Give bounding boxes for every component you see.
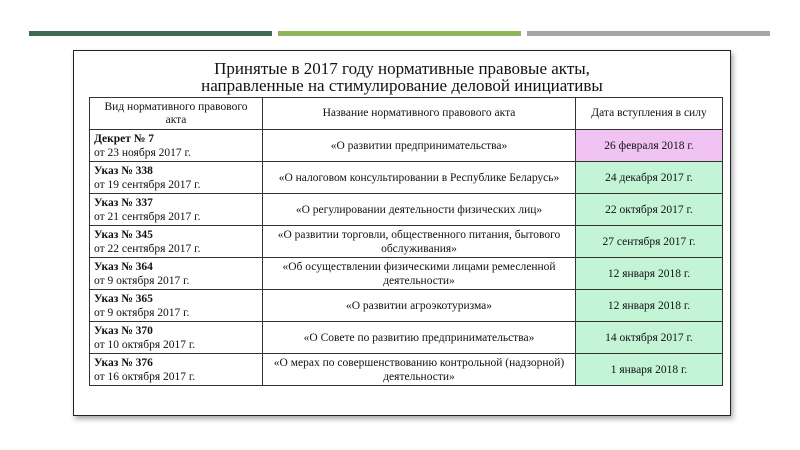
effective-date: 14 октября 2017 г. (576, 322, 723, 354)
effective-date: 24 декабря 2017 г. (576, 162, 723, 194)
effective-date: 22 октября 2017 г. (576, 194, 723, 226)
act-kind: Указ № 365 (94, 292, 153, 305)
header-effective-date: Дата вступления в силу (576, 98, 723, 130)
act-type-cell (90, 162, 263, 194)
table-row (90, 226, 723, 258)
header-act-type: Вид нормативного правового акта (90, 98, 263, 130)
act-date: от 9 октября 2017 г. (94, 274, 190, 287)
act-date: от 10 октября 2017 г. (94, 338, 196, 351)
table-row (90, 322, 723, 354)
act-name: «О мерах по совершенствованию контрольной (надзорной) деятельности» (263, 354, 576, 386)
act-name: «О регулировании деятельности физических лиц» (263, 194, 576, 226)
effective-date: 26 февраля 2018 г. (576, 130, 723, 162)
acts-table (89, 97, 723, 386)
act-name: «О развитии агроэкотуризма» (263, 290, 576, 322)
table-row (90, 194, 723, 226)
act-date: от 23 ноября 2017 г. (94, 146, 191, 159)
act-name: «Об осуществлении физическими лицами ремесленной деятельности» (263, 258, 576, 290)
act-type-cell (90, 258, 263, 290)
act-kind: Указ № 345 (94, 228, 153, 241)
effective-date: 27 сентября 2017 г. (576, 226, 723, 258)
act-type-cell (90, 354, 263, 386)
effective-date: 1 января 2018 г. (576, 354, 723, 386)
act-type-cell (90, 194, 263, 226)
table-row (90, 258, 723, 290)
header-bar-gray (527, 31, 770, 36)
act-kind: Указ № 376 (94, 356, 153, 369)
title-line-1: Принятые в 2017 году нормативные правовые акты, (214, 59, 590, 78)
title-line-2: направленные на стимулирование деловой инициативы (201, 76, 603, 95)
table-row (90, 290, 723, 322)
act-type-cell (90, 130, 263, 162)
table-row (90, 354, 723, 386)
table-row (90, 130, 723, 162)
header-bar-light-green (278, 31, 521, 36)
slide-table-frame (73, 50, 731, 416)
act-date: от 16 октября 2017 г. (94, 370, 196, 383)
act-name: «О развитии торговли, общественного питания, бытового обслуживания» (263, 226, 576, 258)
act-kind: Указ № 338 (94, 164, 153, 177)
act-name: «О Совете по развитию предпринимательства» (263, 322, 576, 354)
act-kind: Декрет № 7 (94, 132, 154, 145)
act-date: от 9 октября 2017 г. (94, 306, 190, 319)
act-name: «О развитии предпринимательства» (263, 130, 576, 162)
act-type-cell (90, 322, 263, 354)
table-row (90, 162, 723, 194)
act-kind: Указ № 364 (94, 260, 153, 273)
act-kind: Указ № 337 (94, 196, 153, 209)
act-type-cell (90, 290, 263, 322)
effective-date: 12 января 2018 г. (576, 290, 723, 322)
act-kind: Указ № 370 (94, 324, 153, 337)
effective-date: 12 января 2018 г. (576, 258, 723, 290)
header-act-name: Название нормативного правового акта (263, 98, 576, 130)
act-name: «О налоговом консультировании в Республике Беларусь» (263, 162, 576, 194)
act-date: от 19 сентября 2017 г. (94, 178, 201, 191)
header-bar-dark-green (29, 31, 272, 36)
table-header-row (90, 98, 723, 130)
act-date: от 22 сентября 2017 г. (94, 242, 201, 255)
slide-title (74, 60, 730, 94)
act-date: от 21 сентября 2017 г. (94, 210, 201, 223)
act-type-cell (90, 226, 263, 258)
